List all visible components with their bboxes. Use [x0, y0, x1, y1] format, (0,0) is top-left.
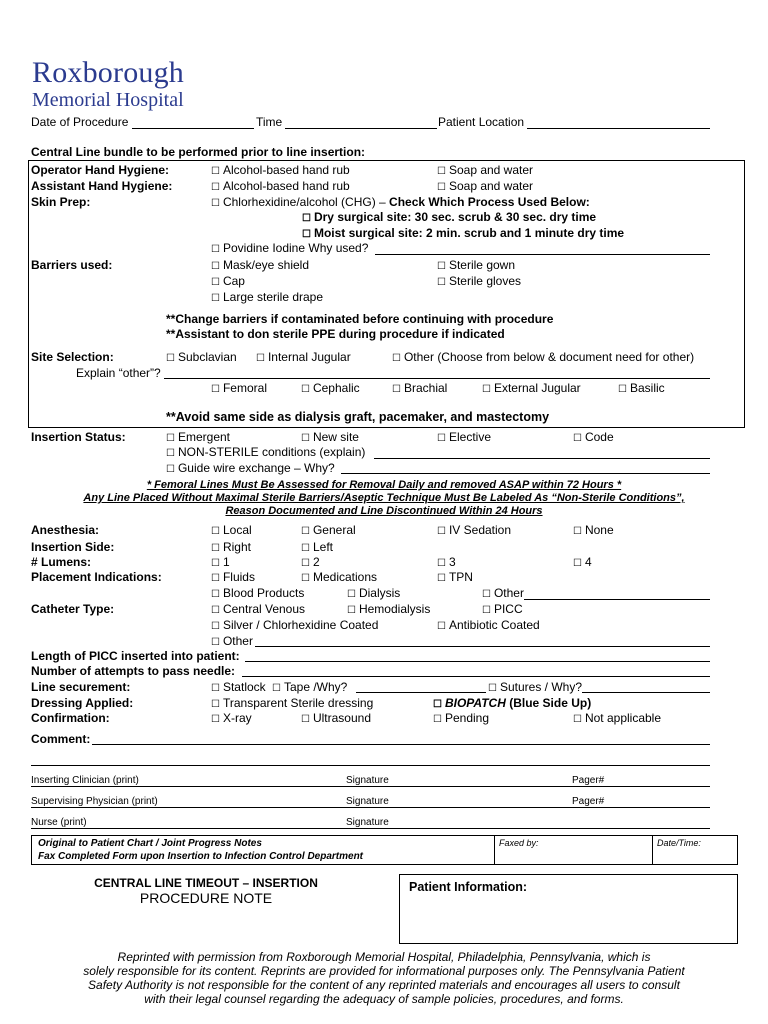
catheter-other-field[interactable] — [255, 646, 710, 647]
bundle-title: Central Line bundle to be performed prior to line insertion: — [31, 145, 366, 159]
insertion-side-label: Insertion Side: — [31, 540, 115, 554]
site-other-option[interactable]: ☐ Other (Choose from below & document need for other) — [392, 350, 695, 364]
barrier-note-assistant: **Assistant to don sterile PPE during procedure if indicated — [166, 327, 505, 341]
status-guide-wire-option[interactable]: ☐ Guide wire exchange – Why? — [166, 461, 335, 475]
attempts-field[interactable] — [242, 676, 710, 677]
checkbox-icon: ☐ — [301, 558, 310, 569]
comment-field-line-2[interactable] — [31, 765, 710, 766]
checkbox-icon: ☐ — [166, 353, 175, 364]
lumens-2-option[interactable]: ☐ 2 — [301, 555, 320, 569]
confirmation-pending-option[interactable]: ☐ Pending — [433, 711, 490, 725]
skin-povidine-option[interactable]: ☐ Povidine Iodine Why used? — [211, 241, 369, 255]
securement-tape-option[interactable]: ☐ Tape /Why? — [272, 680, 348, 694]
checkbox-icon: ☐ — [211, 605, 220, 616]
placement-medications-option[interactable]: ☐ Medications — [301, 570, 377, 584]
barriers-label: Barriers used: — [31, 258, 113, 272]
attempts-label: Number of attempts to pass needle: — [31, 664, 236, 678]
nurse-signature-field[interactable] — [31, 828, 710, 829]
checkbox-icon: ☐ — [433, 699, 442, 710]
checkbox-icon: ☐ — [211, 244, 220, 255]
skin-chg-option[interactable]: ☐ Chlorhexidine/alcohol (CHG) – Check Which Process Used Below: — [211, 195, 590, 209]
checkbox-icon: ☐ — [211, 526, 220, 537]
status-code-option[interactable]: ☐ Code — [573, 430, 614, 444]
confirmation-na-option[interactable]: ☐ Not applicable — [573, 711, 662, 725]
site-basilic-option[interactable]: ☐ Basilic — [618, 381, 665, 395]
checkbox-icon: ☐ — [392, 353, 401, 364]
site-selection-label: Site Selection: — [31, 350, 114, 364]
discontinue-warning: Reason Documented and Line Discontinued Within 24 Hours — [225, 505, 543, 517]
checkbox-icon: ☐ — [211, 558, 220, 569]
faxed-by-label: Faxed by: — [499, 838, 539, 848]
checkbox-icon: ☐ — [211, 543, 220, 554]
checkbox-icon: ☐ — [211, 182, 220, 193]
skin-dry-option[interactable]: ☐ Dry surgical site: 30 sec. scrub & 30 sec. dry time — [302, 210, 597, 224]
checkbox-icon: ☐ — [211, 589, 220, 600]
skin-prep-label: Skin Prep: — [31, 195, 91, 209]
sutures-reason-field[interactable] — [582, 692, 710, 693]
physician-signature-label: Signature — [346, 796, 389, 807]
placement-fluids-option[interactable]: ☐ Fluids — [211, 570, 255, 584]
placement-other-option[interactable]: ☐ Other — [482, 586, 524, 600]
placement-tpn-option[interactable]: ☐ TPN — [437, 570, 473, 584]
footer-line-2: solely responsible for its content. Reprints are provided for informational purposes only. The Pennsylvania Patient — [83, 964, 685, 978]
tape-reason-field[interactable] — [356, 692, 486, 693]
checkbox-icon: ☐ — [482, 589, 491, 600]
barrier-gloves-option[interactable]: ☐ Sterile gloves — [437, 274, 522, 288]
side-left-option[interactable]: ☐ Left — [301, 540, 333, 554]
barrier-mask-option[interactable]: ☐ Mask/eye shield — [211, 258, 310, 272]
date-of-procedure-label: Date of Procedure — [31, 115, 129, 129]
site-internal-jugular-option[interactable]: ☐ Internal Jugular — [256, 350, 351, 364]
clinician-signature-field[interactable] — [31, 786, 710, 787]
status-new-site-option[interactable]: ☐ New site — [301, 430, 359, 444]
checkbox-icon: ☐ — [302, 213, 311, 224]
checkbox-icon: ☐ — [211, 293, 220, 304]
anesthesia-general-option[interactable]: ☐ General — [301, 523, 356, 537]
routing-chart-note: Original to Patient Chart / Joint Progress Notes — [38, 838, 262, 849]
comment-label: Comment: — [31, 732, 91, 746]
checkbox-icon: ☐ — [437, 526, 446, 537]
time-label: Time — [256, 115, 283, 129]
guide-wire-reason-field[interactable] — [341, 473, 710, 474]
checkbox-icon: ☐ — [301, 573, 310, 584]
routing-divider-1 — [494, 835, 495, 865]
checkbox-icon: ☐ — [437, 182, 446, 193]
confirmation-ultrasound-option[interactable]: ☐ Ultrasound — [301, 711, 371, 725]
placement-blood-option[interactable]: ☐ Blood Products — [211, 586, 305, 600]
checkbox-icon: ☐ — [482, 384, 491, 395]
checkbox-icon: ☐ — [256, 353, 265, 364]
site-explain-label: Explain “other”? — [76, 366, 161, 380]
operator-alcohol-option[interactable]: ☐ Alcohol-based hand rub — [211, 163, 350, 177]
site-brachial-option[interactable]: ☐ Brachial — [392, 381, 448, 395]
hospital-logo-subname: Memorial Hospital — [32, 89, 184, 111]
dressing-applied-label: Dressing Applied: — [31, 696, 134, 710]
lumens-3-option[interactable]: ☐ 3 — [437, 555, 456, 569]
checkbox-icon: ☐ — [211, 683, 220, 694]
side-right-option[interactable]: ☐ Right — [211, 540, 251, 554]
non-sterile-explain-field[interactable] — [374, 458, 710, 459]
nurse-label: Nurse (print) — [31, 817, 87, 828]
barrier-cap-option[interactable]: ☐ Cap — [211, 274, 245, 288]
checkbox-icon: ☐ — [437, 166, 446, 177]
anesthesia-label: Anesthesia: — [31, 523, 100, 537]
patient-location-field[interactable] — [527, 128, 710, 129]
securement-statlock-option[interactable]: ☐ Statlock — [211, 680, 266, 694]
checkbox-icon: ☐ — [302, 229, 311, 240]
barrier-gown-option[interactable]: ☐ Sterile gown — [437, 258, 516, 272]
physician-signature-field[interactable] — [31, 807, 710, 808]
checkbox-icon: ☐ — [573, 433, 582, 444]
checkbox-icon: ☐ — [437, 558, 446, 569]
checkbox-icon: ☐ — [272, 683, 281, 694]
checkbox-icon: ☐ — [437, 573, 446, 584]
checkbox-icon: ☐ — [437, 433, 446, 444]
checkbox-icon: ☐ — [573, 714, 582, 725]
barrier-note-change: **Change barriers if contaminated before continuing with procedure — [166, 312, 554, 326]
checkbox-icon: ☐ — [166, 433, 175, 444]
povidine-reason-field[interactable] — [375, 254, 710, 255]
picc-length-field[interactable] — [245, 661, 710, 662]
line-securement-label: Line securement: — [31, 680, 131, 694]
checkbox-icon: ☐ — [211, 714, 220, 725]
footer-line-4: with their legal counsel regarding the adequacy of sample policies, procedures, and forms. — [144, 992, 624, 1006]
picc-length-label: Length of PICC inserted into patient: — [31, 649, 240, 663]
lumens-4-option[interactable]: ☐ 4 — [573, 555, 592, 569]
checkbox-icon: ☐ — [347, 605, 356, 616]
lumens-label: # Lumens: — [31, 555, 92, 569]
date-field[interactable] — [132, 128, 254, 129]
site-femoral-option[interactable]: ☐ Femoral — [211, 381, 267, 395]
checkbox-icon: ☐ — [211, 637, 220, 648]
physician-pager-label: Pager# — [572, 796, 605, 807]
footer-line-3: Safety Authority is not responsible for the content of any reprinted materials and encourages all users to consult — [88, 978, 680, 992]
checkbox-icon: ☐ — [437, 261, 446, 272]
hospital-logo-name: Roxborough — [32, 56, 184, 89]
femoral-warning: * Femoral Lines Must Be Assessed for Removal Daily and removed ASAP within 72 Hours * — [146, 479, 622, 491]
checkbox-icon: ☐ — [211, 573, 220, 584]
status-elective-option[interactable]: ☐ Elective — [437, 430, 491, 444]
placement-other-field[interactable] — [524, 599, 710, 600]
catheter-central-venous-option[interactable]: ☐ Central Venous — [211, 602, 306, 616]
checkbox-icon: ☐ — [618, 384, 627, 395]
securement-sutures-option[interactable]: ☐ Sutures / Why? — [488, 680, 582, 694]
checkbox-icon: ☐ — [211, 198, 220, 209]
dressing-transparent-option[interactable]: ☐ Transparent Sterile dressing — [211, 696, 374, 710]
date-time-label: Date/Time: — [657, 838, 701, 848]
catheter-antibiotic-option[interactable]: ☐ Antibiotic Coated — [437, 618, 540, 632]
lumens-1-option[interactable]: ☐ 1 — [211, 555, 230, 569]
anesthesia-iv-option[interactable]: ☐ IV Sedation — [437, 523, 512, 537]
checkbox-icon: ☐ — [166, 448, 175, 459]
operator-hygiene-label: Operator Hand Hygiene: — [31, 163, 170, 177]
time-field[interactable] — [285, 128, 437, 129]
checkbox-icon: ☐ — [301, 543, 310, 554]
checkbox-icon: ☐ — [211, 621, 220, 632]
checkbox-icon: ☐ — [488, 683, 497, 694]
patient-location-label: Patient Location — [438, 115, 525, 129]
comment-field[interactable] — [92, 744, 710, 745]
operator-soap-option[interactable]: ☐ Soap and water — [437, 163, 534, 177]
checkbox-icon: ☐ — [392, 384, 401, 395]
anesthesia-local-option[interactable]: ☐ Local — [211, 523, 252, 537]
nurse-signature-label: Signature — [346, 817, 389, 828]
insertion-status-label: Insertion Status: — [31, 430, 126, 444]
catheter-silver-option[interactable]: ☐ Silver / Chlorhexidine Coated — [211, 618, 379, 632]
checkbox-icon: ☐ — [301, 433, 310, 444]
checkbox-icon: ☐ — [211, 699, 220, 710]
site-explain-field[interactable] — [164, 378, 710, 379]
catheter-hemodialysis-option[interactable]: ☐ Hemodialysis — [347, 602, 431, 616]
non-sterile-warning: Any Line Placed Without Maximal Sterile Barriers/Aseptic Technique Must Be Labeled As “Non-Sterile Conditions”, — [83, 492, 685, 504]
patient-information-label: Patient Information: — [409, 880, 528, 894]
procedure-note-title: PROCEDURE NOTE — [139, 890, 273, 906]
checkbox-icon: ☐ — [482, 605, 491, 616]
placement-indications-label: Placement Indications: — [31, 570, 162, 584]
site-external-jugular-option[interactable]: ☐ External Jugular — [482, 381, 581, 395]
timeout-title: CENTRAL LINE TIMEOUT – INSERTION — [94, 876, 318, 890]
status-non-sterile-option[interactable]: ☐ NON-STERILE conditions (explain) — [166, 445, 366, 459]
clinician-signature-label: Signature — [346, 775, 389, 786]
dressing-biopatch-option[interactable]: ☐ BIOPATCH (Blue Side Up) — [433, 696, 592, 710]
catheter-picc-option[interactable]: ☐ PICC — [482, 602, 523, 616]
placement-dialysis-option[interactable]: ☐ Dialysis — [347, 586, 401, 600]
catheter-type-label: Catheter Type: — [31, 602, 115, 616]
clinician-pager-label: Pager# — [572, 775, 605, 786]
skin-moist-option[interactable]: ☐ Moist surgical site: 2 min. scrub and 1 minute dry time — [302, 226, 625, 240]
site-cephalic-option[interactable]: ☐ Cephalic — [301, 381, 360, 395]
checkbox-icon: ☐ — [437, 277, 446, 288]
checkbox-icon: ☐ — [211, 277, 220, 288]
routing-fax-note: Fax Completed Form upon Insertion to Infection Control Department — [38, 851, 364, 862]
confirmation-xray-option[interactable]: ☐ X-ray — [211, 711, 252, 725]
checkbox-icon: ☐ — [211, 384, 220, 395]
assistant-alcohol-option[interactable]: ☐ Alcohol-based hand rub — [211, 179, 350, 193]
catheter-other-option[interactable]: ☐ Other — [211, 634, 253, 648]
assistant-hygiene-label: Assistant Hand Hygiene: — [31, 179, 173, 193]
footer-line-1: Reprinted with permission from Roxborough Memorial Hospital, Philadelphia, Pennsylvania, which is — [117, 950, 651, 964]
routing-divider-2 — [652, 835, 653, 865]
confirmation-label: Confirmation: — [31, 711, 110, 725]
anesthesia-none-option[interactable]: ☐ None — [573, 523, 614, 537]
inserting-clinician-label: Inserting Clinician (print) — [31, 775, 139, 786]
status-emergent-option[interactable]: ☐ Emergent — [166, 430, 230, 444]
barrier-drape-option[interactable]: ☐ Large sterile drape — [211, 290, 324, 304]
checkbox-icon: ☐ — [437, 621, 446, 632]
checkbox-icon: ☐ — [573, 558, 582, 569]
checkbox-icon: ☐ — [301, 714, 310, 725]
checkbox-icon: ☐ — [301, 526, 310, 537]
checkbox-icon: ☐ — [573, 526, 582, 537]
checkbox-icon: ☐ — [211, 166, 220, 177]
checkbox-icon: ☐ — [433, 714, 442, 725]
assistant-soap-option[interactable]: ☐ Soap and water — [437, 179, 534, 193]
checkbox-icon: ☐ — [301, 384, 310, 395]
checkbox-icon: ☐ — [166, 464, 175, 475]
avoid-side-note: **Avoid same side as dialysis graft, pacemaker, and mastectomy — [166, 410, 550, 424]
checkbox-icon: ☐ — [211, 261, 220, 272]
checkbox-icon: ☐ — [347, 589, 356, 600]
supervising-physician-label: Supervising Physician (print) — [31, 796, 158, 807]
site-subclavian-option[interactable]: ☐ Subclavian — [166, 350, 237, 364]
